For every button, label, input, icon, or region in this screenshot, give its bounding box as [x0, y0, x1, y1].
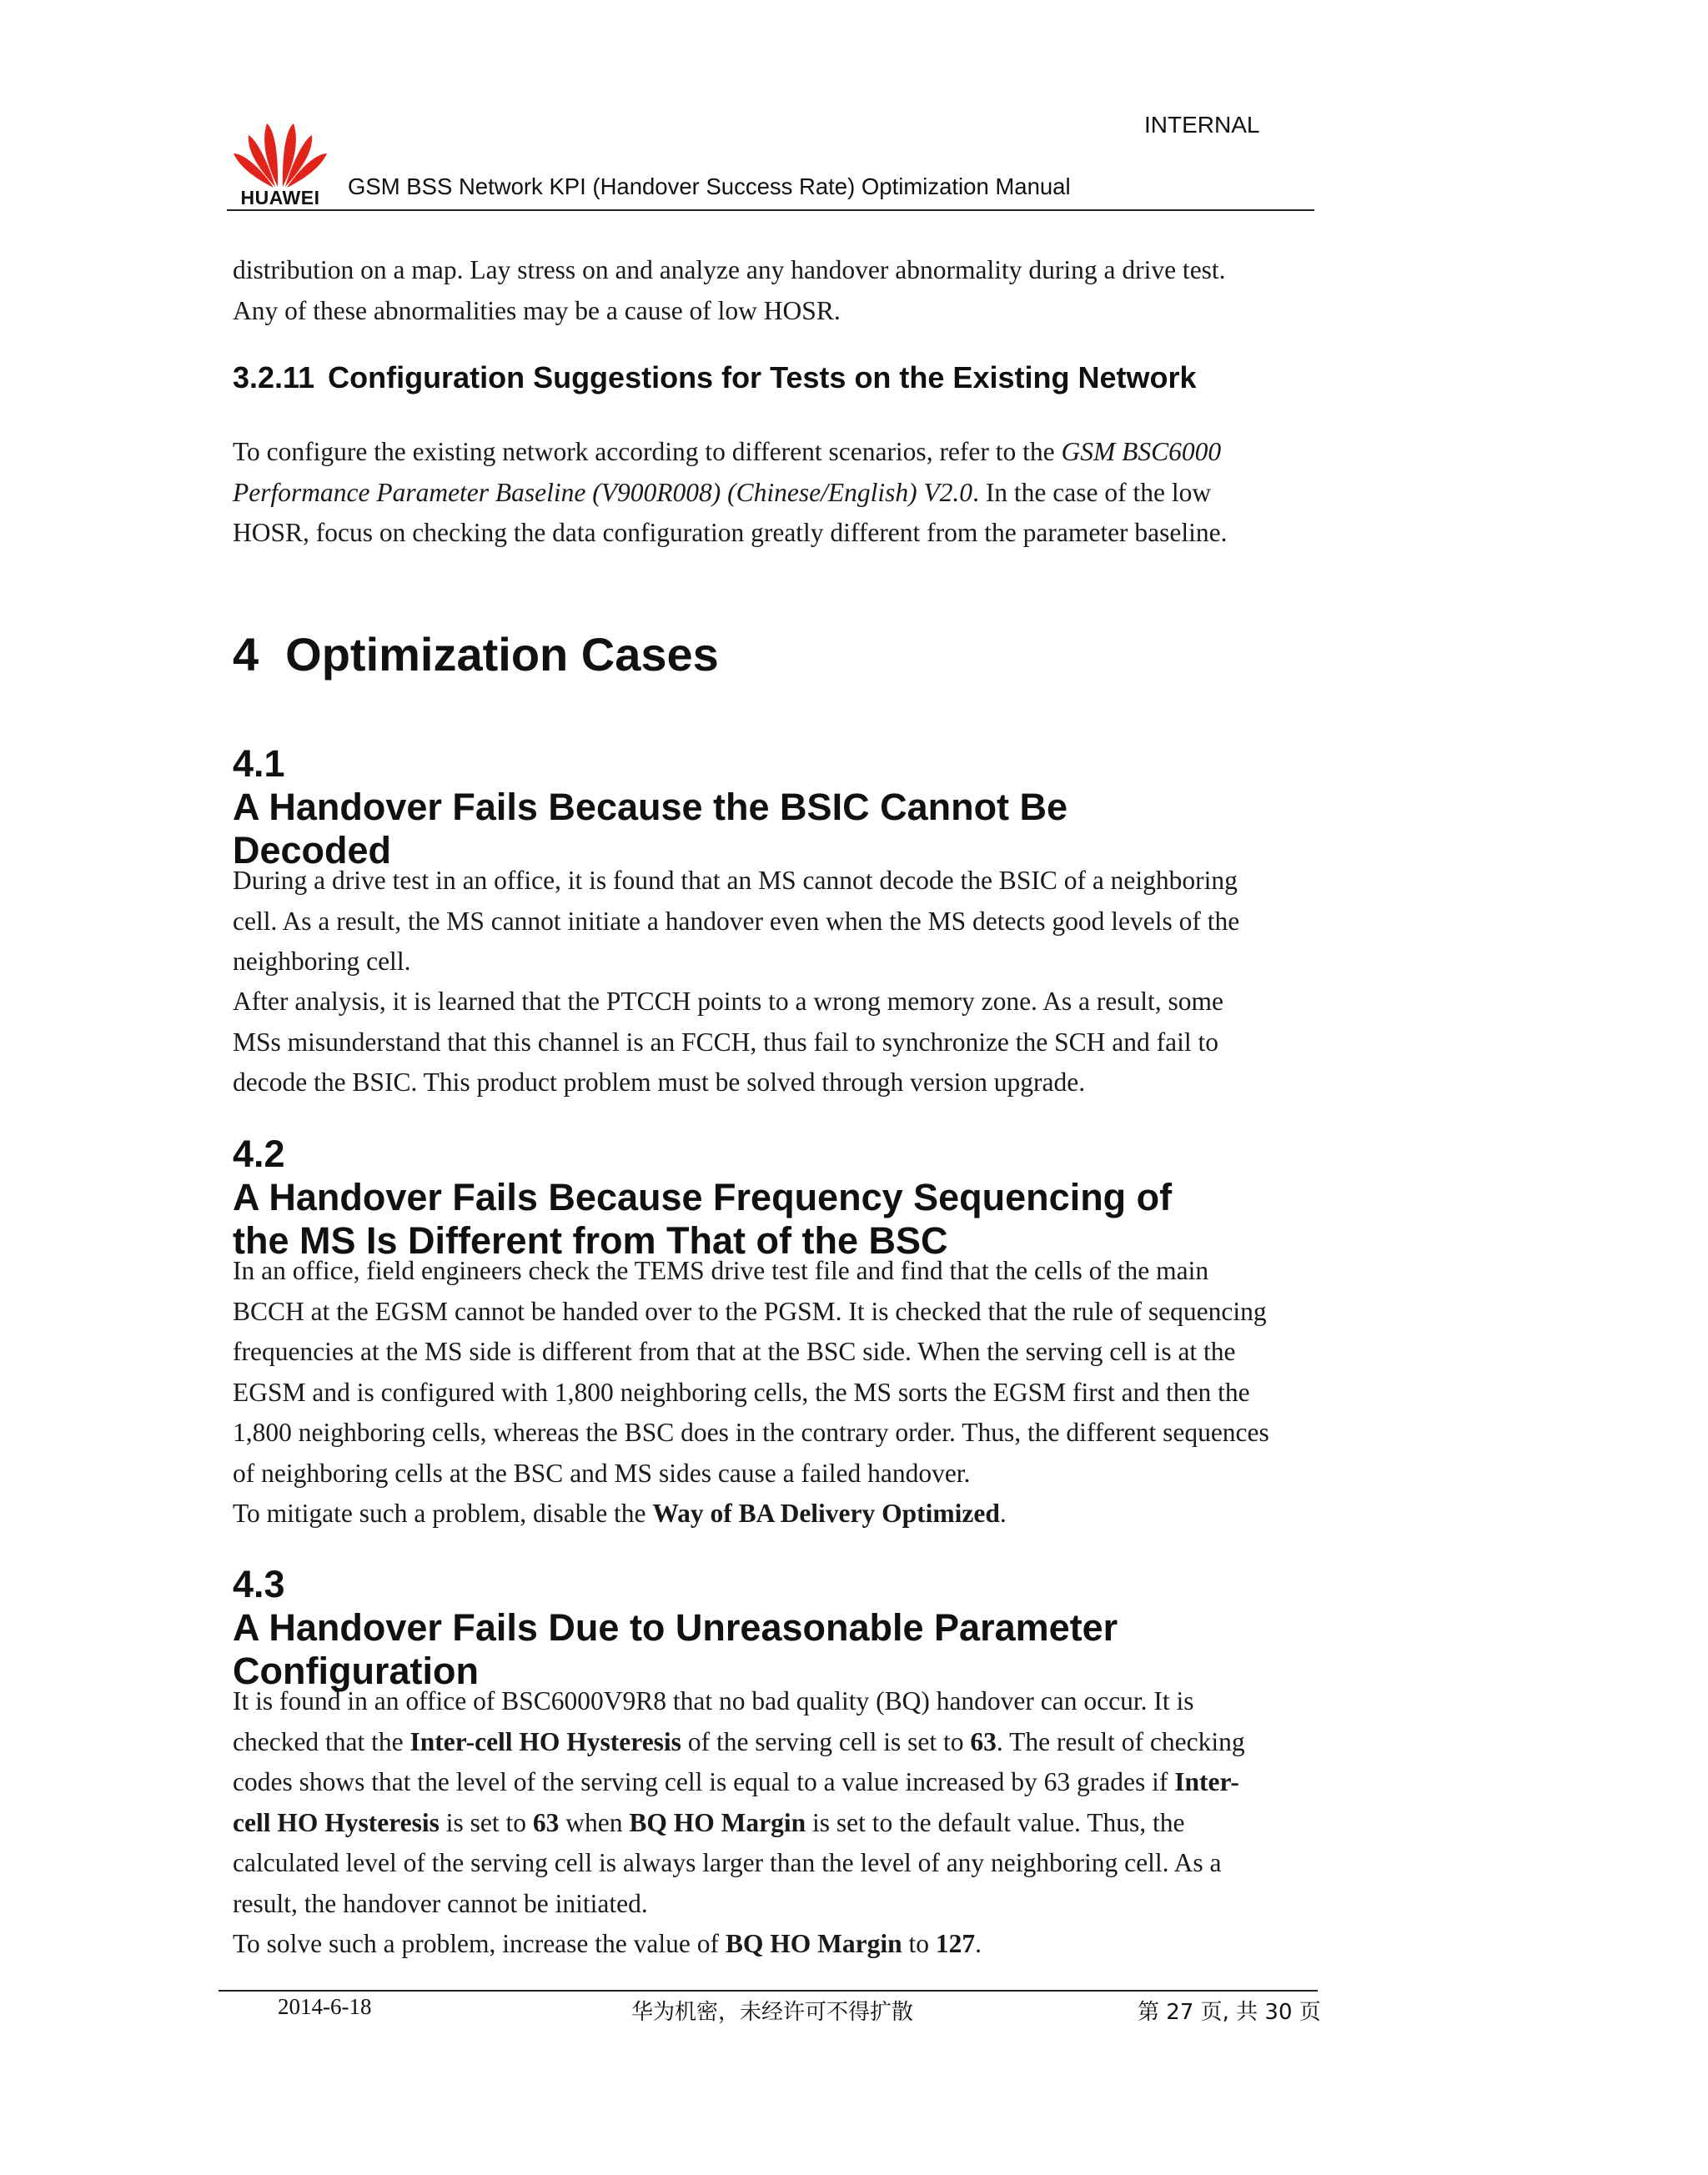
- footer-divider: [219, 1990, 1318, 1992]
- parameter-name: Inter-cell HO Hysteresis: [409, 1726, 681, 1756]
- paragraph-line: [233, 432, 1304, 473]
- paragraph-line: result, the handover cannot be initiated.: [233, 1888, 648, 1918]
- section-number: 4.1: [233, 742, 285, 785]
- section-heading-4-2: [233, 1133, 1317, 1263]
- section-heading-4-1: [233, 742, 1317, 872]
- paragraph-line: HOSR, focus on checking the data configuration greatly different from the parameter baseline.: [233, 518, 1228, 547]
- heading-line: [233, 1563, 1317, 1650]
- section-4-2-paragraph-1: [233, 1251, 1304, 1494]
- parameter-name: Inter-: [1174, 1767, 1239, 1796]
- paragraph-line: EGSM and is configured with 1,800 neighboring cells, the MS sorts the EGSM first and then the: [233, 1377, 1250, 1407]
- brand-wordmark: HUAWEI: [240, 187, 320, 208]
- section-heading-4-3: [233, 1563, 1317, 1693]
- paragraph-line: decode the BSIC. This product problem must be solved through version upgrade.: [233, 1067, 1086, 1097]
- section-4-3-paragraph: [233, 1681, 1304, 1965]
- paragraph-line: neighboring cell.: [233, 947, 411, 976]
- section-4-1-paragraph-1: [233, 861, 1304, 982]
- paragraph-line: 1,800 neighboring cells, whereas the BSC does in the contrary order. Thus, the different sequences: [233, 1418, 1269, 1447]
- parameter-name: BQ HO Margin: [629, 1807, 806, 1837]
- section-title: A Handover Fails Because the BSIC Cannot Be: [233, 786, 1068, 828]
- paragraph-line: BCCH at the EGSM cannot be handed over to the PGSM. It is checked that the rule of sequencing: [233, 1296, 1267, 1326]
- section-number: 3.2.11: [233, 360, 315, 394]
- paragraph-line: of neighboring cells at the BSC and MS sides cause a failed handover.: [233, 1458, 971, 1488]
- footer-date: 2014-6-18: [278, 1994, 372, 2019]
- paragraph-line: [233, 1494, 1304, 1535]
- header-divider: [227, 209, 1314, 211]
- chapter-heading-4: [233, 627, 719, 681]
- parameter-value: 127: [935, 1929, 976, 1958]
- text-run: . The result of checking: [996, 1726, 1245, 1756]
- heading-line: Decoded: [233, 829, 392, 872]
- text-run: To solve such a problem, increase the value of: [233, 1929, 726, 1958]
- text-run: .: [975, 1929, 982, 1958]
- heading-line: Configuration: [233, 1650, 479, 1692]
- section-title: Configuration Suggestions for Tests on the Existing Network: [328, 360, 1197, 394]
- document-reference: Performance Parameter Baseline (V900R008) (Chinese/English) V2.0: [233, 477, 973, 507]
- paragraph-line: After analysis, it is learned that the PTCCH points to a wrong memory zone. As a result, some: [233, 987, 1224, 1016]
- paragraph-line: It is found in an office of BSC6000V9R8 that no bad quality (BQ) handover can occur. It is: [233, 1686, 1194, 1715]
- paragraph-line: cell. As a result, the MS cannot initiate a handover even when the MS detects good levels of the: [233, 906, 1240, 936]
- section-heading-3-2-11: [233, 360, 1197, 395]
- huawei-logo: [230, 117, 330, 213]
- section-title: A Handover Fails Due to Unreasonable Parameter: [233, 1606, 1118, 1649]
- classification-label: INTERNAL: [1144, 112, 1260, 138]
- parameter-value: 63: [532, 1807, 560, 1837]
- parameter-name: cell HO Hysteresis: [233, 1807, 440, 1837]
- text-run: To configure the existing network according to different scenarios, refer to the: [233, 437, 1055, 466]
- text-run: is set to: [439, 1807, 533, 1837]
- section-4-2-paragraph-2: [233, 1494, 1304, 1535]
- paragraph-line: [233, 1762, 1304, 1803]
- paragraph-line: During a drive test in an office, it is found that an MS cannot decode the BSIC of a neighboring: [233, 866, 1238, 895]
- text-run: checked that the: [233, 1726, 410, 1756]
- document-reference: GSM BSC6000: [1061, 437, 1222, 466]
- paragraph-line: [233, 473, 1304, 514]
- text-run: when: [559, 1807, 630, 1837]
- document-title: GSM BSS Network KPI (Handover Success Rate) Optimization Manual: [348, 173, 1071, 199]
- paragraph-line: Any of these abnormalities may be a cause of low HOSR.: [233, 295, 841, 325]
- parameter-value: 63: [970, 1726, 997, 1756]
- chapter-title: Optimization Cases: [285, 628, 719, 681]
- text-run: To mitigate such a problem, disable the: [233, 1499, 653, 1528]
- text-run: to: [902, 1929, 936, 1958]
- paragraph-line: frequencies at the MS side is different from that at the BSC side. When the serving cell is at the: [233, 1337, 1236, 1366]
- parameter-name: Way of BA Delivery Optimized: [652, 1499, 1000, 1528]
- footer-confidentiality-notice: 华为机密，未经许可不得扩散: [631, 2000, 914, 2025]
- text-run: .: [999, 1499, 1007, 1528]
- section-4-1-paragraph-2: [233, 982, 1304, 1103]
- parameter-name: BQ HO Margin: [725, 1929, 902, 1958]
- paragraph-line: MSs misunderstand that this channel is an FCCH, thus fail to synchronize the SCH and fail to: [233, 1027, 1219, 1057]
- footer-page-number: 第 27 页, 共 30 页: [1138, 2000, 1321, 2025]
- paragraph-line: calculated level of the serving cell is always larger than the level of any neighboring cell. As a: [233, 1848, 1222, 1877]
- paragraph-line: [233, 1924, 1304, 1965]
- text-run: of the serving cell is set to: [681, 1726, 971, 1756]
- paragraph-line: In an office, field engineers check the TEMS drive test file and find that the cells of the main: [233, 1256, 1209, 1285]
- heading-line: the MS Is Different from That of the BSC: [233, 1219, 948, 1262]
- heading-line: [233, 1133, 1317, 1219]
- chapter-number: 4: [233, 628, 259, 681]
- text-run: is set to the default value. Thus, the: [806, 1807, 1185, 1837]
- paragraph-line: [233, 1722, 1304, 1763]
- paragraph-line: distribution on a map. Lay stress on and analyze any handover abnormality during a drive test.: [233, 255, 1226, 284]
- section-title: A Handover Fails Because Frequency Sequencing of: [233, 1176, 1173, 1218]
- text-run: codes shows that the level of the serving cell is equal to a value increased by 63 grades if: [233, 1767, 1175, 1796]
- section-3-2-11-paragraph: [233, 432, 1304, 554]
- text-run: . In the case of the low: [972, 477, 1212, 507]
- section-number: 4.2: [233, 1133, 285, 1175]
- section-number: 4.3: [233, 1563, 285, 1605]
- paragraph-line: [233, 1803, 1304, 1844]
- continued-paragraph: [233, 250, 1304, 331]
- huawei-petals-icon: [230, 117, 330, 188]
- heading-line: [233, 742, 1317, 829]
